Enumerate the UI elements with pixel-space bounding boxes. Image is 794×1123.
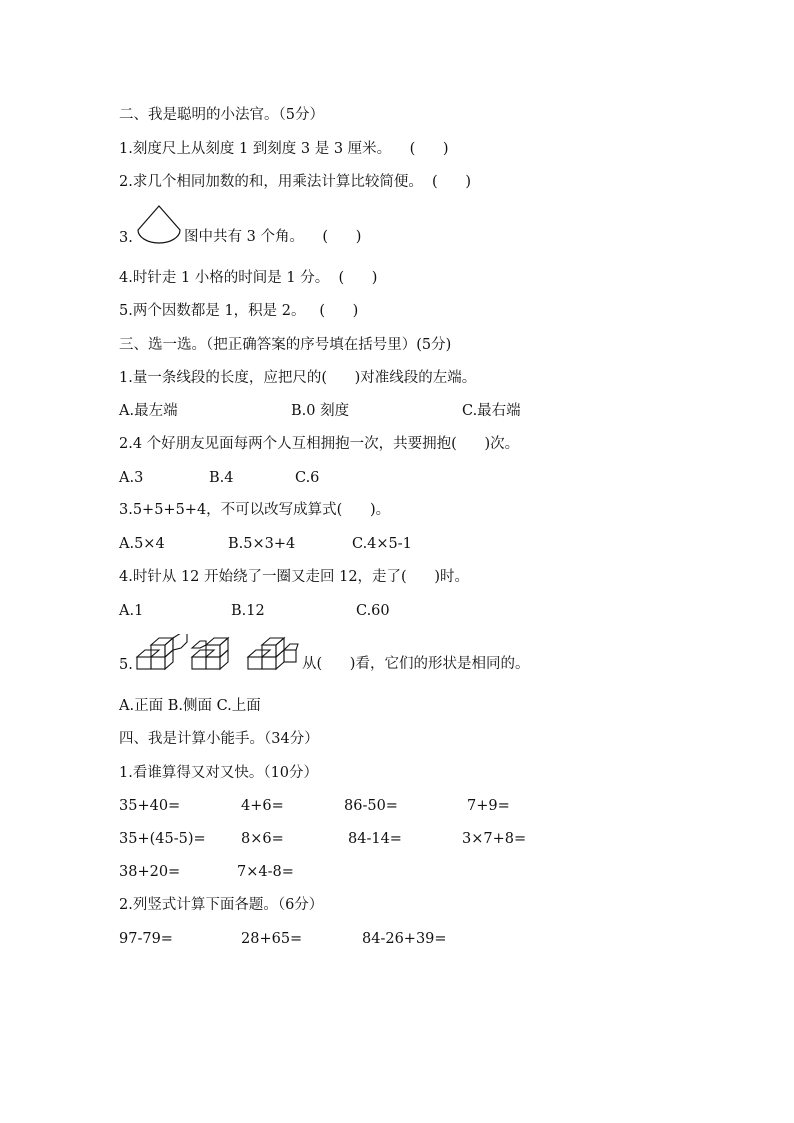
vertical-calc-item: 84-26+39= xyxy=(362,931,447,947)
calc-item: 35+(45-5)= xyxy=(119,831,206,847)
calc-item: 86-50= xyxy=(344,798,398,814)
cube-figure-3 xyxy=(248,638,298,669)
calc-item: 84-14= xyxy=(348,831,402,847)
calc-item: 38+20= xyxy=(119,864,181,880)
section3-question-5-number: 5. xyxy=(119,657,133,673)
q3-option-b: B.5×3+4 xyxy=(228,536,296,552)
calc-item: 35+40= xyxy=(119,798,181,814)
calc-item: 7+9= xyxy=(467,798,510,814)
section3-question-1: 1.量一条线段的长度，应把尺的( )对准线段的左端。 xyxy=(119,370,477,386)
q4-option-a: A.1 xyxy=(119,603,144,619)
vertical-calc-item: 97-79= xyxy=(119,931,173,947)
sector-figure-icon xyxy=(134,203,184,247)
q2-option-b: B.4 xyxy=(209,470,234,486)
part1-title: 1.看谁算得又对又快。（10分） xyxy=(119,765,319,781)
section2-question-3-text: 图中共有 3 个角。 ( ) xyxy=(184,229,362,245)
q4-option-c: C.60 xyxy=(356,603,390,619)
section3-question-4: 4.时针从 12 开始绕了一圈又走回 12，走了( )时。 xyxy=(119,569,470,585)
cube-figure-1 xyxy=(137,634,187,669)
q3-option-c: C.4×5-1 xyxy=(352,536,412,552)
cube-figures-icon xyxy=(134,634,300,672)
section4-heading: 四、我是计算小能手。（34分） xyxy=(119,731,319,747)
cube-figure-2 xyxy=(192,638,228,669)
calc-item: 7×4-8= xyxy=(237,864,294,880)
section2-question-5: 5.两个因数都是 1，积是 2。 ( ) xyxy=(119,303,359,319)
q1-option-c: C.最右端 xyxy=(462,403,521,419)
section3-question-2: 2.4 个好朋友见面每两个人互相拥抱一次，共要拥抱( )次。 xyxy=(119,436,520,452)
vertical-calc-item: 28+65= xyxy=(241,931,303,947)
section2-question-3-number: 3. xyxy=(119,230,133,246)
section3-heading: 三、选一选。（把正确答案的序号填在括号里）(5分) xyxy=(119,337,452,353)
section2-question-1: 1.刻度尺上从刻度 1 到刻度 3 是 3 厘米。 ( ) xyxy=(119,141,449,157)
section2-question-4: 4.时针走 1 小格的时间是 1 分。 ( ) xyxy=(119,270,378,286)
q3-option-a: A.5×4 xyxy=(119,536,165,552)
section3-question-3: 3.5+5+5+4，不可以改写成算式( )。 xyxy=(119,502,391,518)
calc-item: 3×7+8= xyxy=(462,831,527,847)
calc-item: 4+6= xyxy=(241,798,284,814)
part2-title: 2.列竖式计算下面各题。（6分） xyxy=(119,897,324,913)
q4-option-b: B.12 xyxy=(231,603,265,619)
calc-item: 8×6= xyxy=(241,831,284,847)
q2-option-a: A.3 xyxy=(119,470,144,486)
section2-heading: 二、我是聪明的小法官。（5分） xyxy=(119,107,324,123)
section2-question-2: 2.求几个相同加数的和，用乘法计算比较简便。 ( ) xyxy=(119,174,472,190)
q1-option-b: B.0 刻度 xyxy=(291,403,350,419)
q1-option-a: A.最左端 xyxy=(119,403,178,419)
q5-options: A.正面 B.侧面 C.上面 xyxy=(119,698,261,714)
section3-question-5-text: 从( )看，它们的形状是相同的。 xyxy=(302,656,530,672)
q2-option-c: C.6 xyxy=(295,470,320,486)
